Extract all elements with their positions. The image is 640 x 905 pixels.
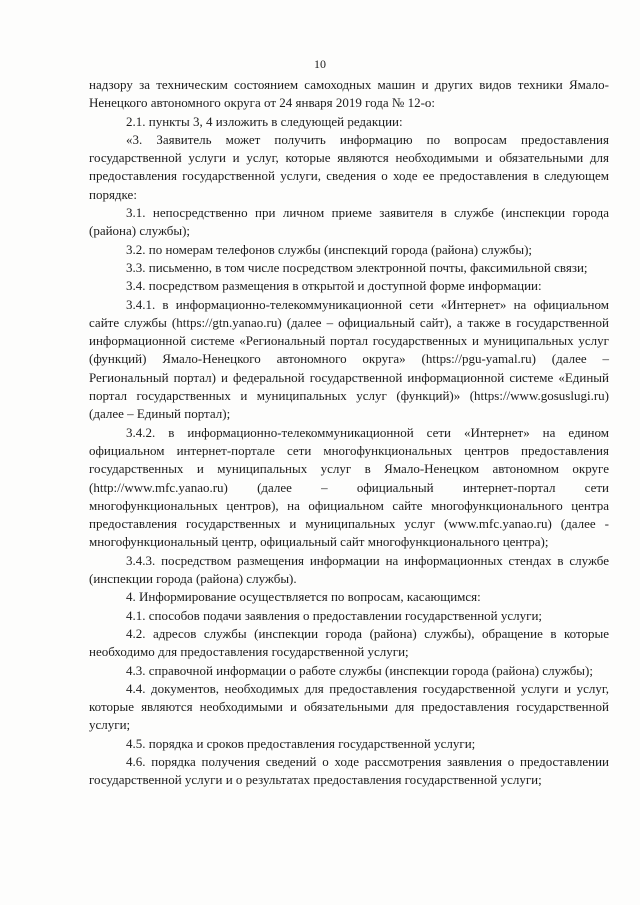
paragraph: 3.3. письменно, в том числе посредством электронной почты, факсимильной связи; [126,259,588,275]
paragraph: 3.4. посредством размещения в открытой и доступной форме информации: [126,278,542,294]
paragraph: 2.1. пункты 3, 4 изложить в следующей редакции: [126,113,403,129]
paragraph: 4.6. порядка получения сведений о ходе рассмотрения заявления о предоставлении государственной услуги и о результатах предоставления государственной услуги; [89,753,609,788]
paragraph: 3.1. непосредственно при личном приеме заявителя в службе (инспекции города (района) службы); [89,205,609,239]
paragraph: 4.3. справочной информации о работе службы (инспекции города (района) службы); [126,662,593,678]
paragraph: 4. Информирование осуществляется по вопросам, касающимся: [126,589,481,605]
paragraph: 4.2. адресов службы (инспекции города (района) службы), обращение в которые необходимо для предоставления государственной услуги; [89,625,609,660]
paragraph: 4.4. документов, необходимых для предоставления государственной услуги и услуг, которые являются необходимыми и обязательными для предоставления государственной услуги; [89,680,609,733]
paragraph: надзору за техническим состоянием самоходных машин и других видов техники Ямало-Ненецкого автономного округа от 24 января 2019 года № 12-о: [89,77,609,111]
paragraph: «3. Заявитель может получить информацию по вопросам предоставления государственной услуги и услуг, которые являются необходимыми и обязательными для предоставления государственной услуги, сведения о ходе ее предоставления в следующем порядке: [89,131,609,202]
paragraph: 3.2. по номерам телефонов службы (инспекций города (района) службы); [126,241,533,257]
paragraph: 4.1. способов подачи заявления о предоставлении государственной услуги; [126,607,543,623]
paragraph: 4.5. порядка и сроков предоставления государственной услуги; [126,735,476,751]
document-body [89,76,609,790]
page-number: 10 [314,57,326,71]
paragraph: 3.4.1. в информационно-телекоммуникационной сети «Интернет» на официальном сайте службы (https://gtn.yanao.ru) (далее – официальный сайт), а также в государственной информационной системе «Региональный портал государственных и муниципальных услуг (функций) Ямало-Ненецкого автономного округа» (https://pgu-yamal.ru) (далее – Региональный портал) и федеральной государственной информационной системе «Единый портал государственных и муниципальных услуг (функций)» (https://www.gosuslugi.ru) (далее – Единый портал); [89,296,609,422]
paragraph: 3.4.3. посредством размещения информации на информационных стендах в службе (инспекции города (района) службы). [89,552,609,587]
paragraph: 3.4.2. в информационно-телекоммуникационной сети «Интернет» на едином официальном интернет-портале сети многофункциональных центров предоставления государственных и муниципальных услуг в Ямало-Ненецком автономном округе (http://www.mfc.yanao.ru) (далее – официальный интернет-портал сети многофункциональных центров), на официальном сайте многофункционального центра предоставления государственных и муниципальных услуг (www.mfc.yanao.ru) (далее - многофункциональный центр, официальный сайт многофункционального центра); [89,424,609,550]
